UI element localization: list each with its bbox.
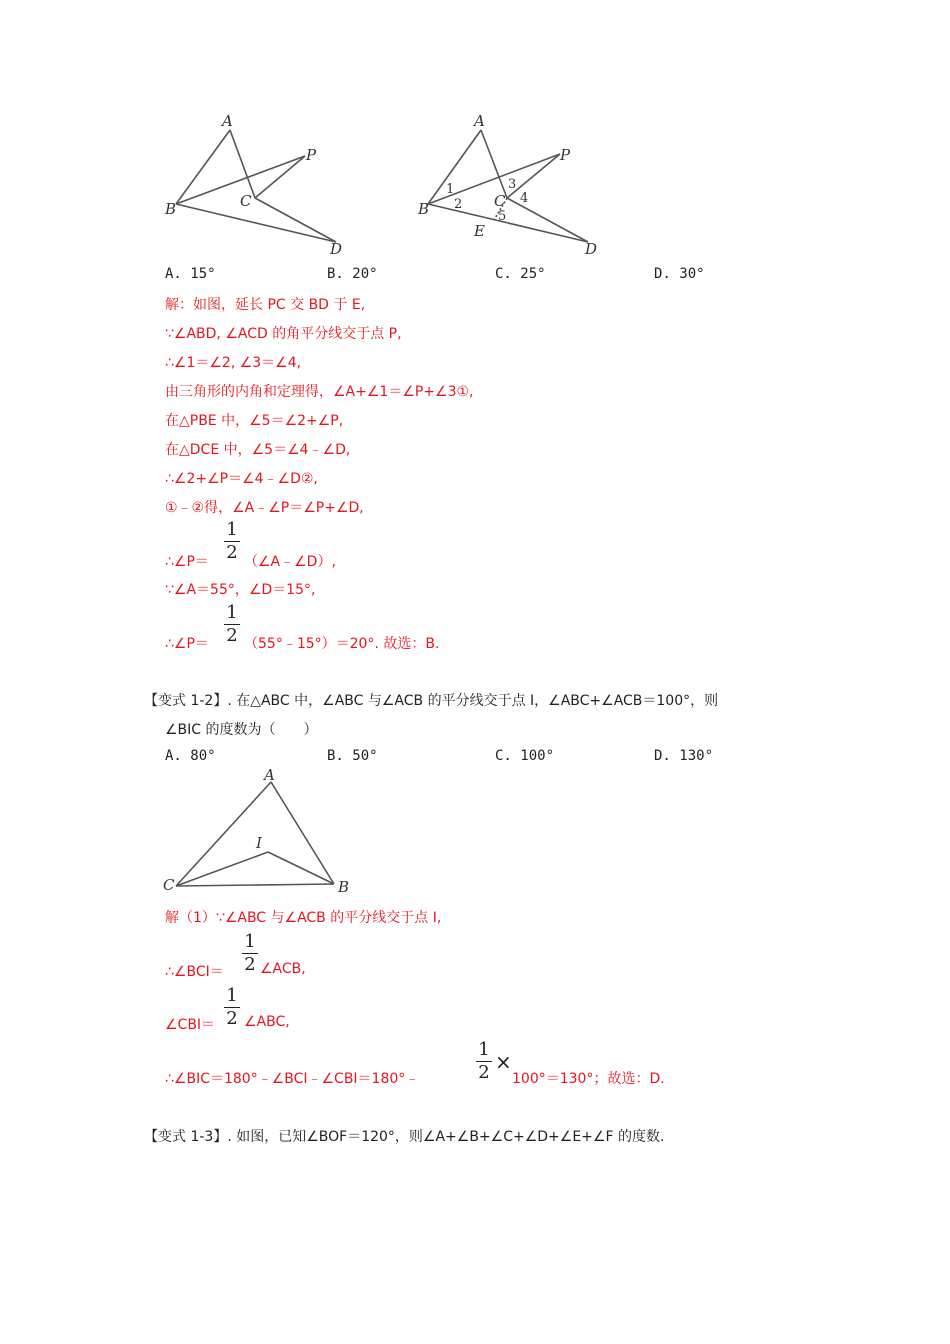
label-d: D bbox=[330, 240, 343, 258]
seg-ab bbox=[176, 130, 230, 204]
seg-cp bbox=[255, 156, 305, 198]
label-e: E bbox=[474, 222, 485, 240]
sol1-line5: 在△PBE 中，∠5＝∠2+∠P, bbox=[165, 413, 344, 429]
frac-den: 2 bbox=[478, 1062, 490, 1083]
figure-3 bbox=[158, 766, 358, 901]
label-b: B bbox=[418, 200, 430, 218]
sol2-fraction-3 bbox=[476, 1040, 492, 1083]
seg-bd bbox=[176, 204, 336, 242]
label-c: C bbox=[163, 876, 175, 894]
label-b: B bbox=[165, 200, 177, 218]
angle-1: 1 bbox=[446, 182, 455, 197]
seg-cd bbox=[255, 198, 336, 242]
seg-ab bbox=[428, 130, 481, 204]
q2-option-a[interactable]: A. 80° bbox=[165, 748, 216, 764]
q2-option-c[interactable]: C. 100° bbox=[495, 748, 555, 764]
label-p: P bbox=[560, 146, 571, 164]
figure-2 bbox=[410, 110, 610, 260]
angle-3: 3 bbox=[508, 177, 517, 192]
frac-num: 1 bbox=[226, 985, 238, 1006]
frac-den: 2 bbox=[226, 1008, 238, 1029]
sol1-line9: ∴∠P＝ bbox=[165, 554, 209, 570]
frac-den: 2 bbox=[226, 542, 238, 563]
sol1-line11b: （55°﹣15°）＝20°. 故选：B. bbox=[244, 636, 440, 652]
sol1-fraction-1 bbox=[224, 520, 240, 563]
label-a: A bbox=[264, 766, 275, 784]
q1-option-a[interactable]: A. 15° bbox=[165, 266, 216, 282]
label-a: A bbox=[222, 112, 233, 130]
q3-line: 【变式 1-3】. 如图，已知∠BOF＝120°，则∠A+∠B+∠C+∠D+∠E+∠F 的度数. bbox=[144, 1129, 665, 1145]
label-a: A bbox=[474, 112, 485, 130]
sol1-line6: 在△DCE 中，∠5＝∠4﹣∠D, bbox=[165, 442, 351, 458]
sol1-line9b: （∠A﹣∠D）, bbox=[244, 554, 336, 570]
sol1-line11: ∴∠P＝ bbox=[165, 636, 209, 652]
angle-5: 5 bbox=[498, 209, 507, 224]
q2-line1: 【变式 1-2】. 在△ABC 中，∠ABC 与∠ACB 的平分线交于点 I，∠ABC+∠ACB＝100°，则 bbox=[144, 693, 719, 709]
sol1-line7: ∴∠2+∠P＝∠4﹣∠D②, bbox=[165, 471, 318, 487]
q2-option-d[interactable]: D. 130° bbox=[654, 748, 714, 764]
label-c: C bbox=[240, 192, 252, 210]
sol2-line3b: ∠ABC, bbox=[244, 1014, 290, 1030]
sol2-fraction-1 bbox=[242, 932, 258, 975]
sol2-line4: ∴∠BIC＝180°﹣∠BCI﹣∠CBI＝180°﹣ bbox=[165, 1071, 420, 1087]
sol2-line1: 解（1）∵∠ABC 与∠ACB 的平分线交于点 I, bbox=[165, 910, 442, 926]
times-sign: × bbox=[495, 1050, 512, 1074]
sol2-line3: ∠CBI＝ bbox=[165, 1017, 216, 1033]
frac-den: 2 bbox=[244, 954, 256, 975]
seg-ac bbox=[481, 130, 507, 198]
seg-cb bbox=[176, 884, 334, 886]
seg-ci bbox=[176, 852, 268, 886]
q1-option-b[interactable]: B. 20° bbox=[327, 266, 378, 282]
sol1-line2: ∵∠ABD, ∠ACD 的角平分线交于点 P, bbox=[165, 326, 402, 342]
label-c: C bbox=[494, 192, 506, 210]
sol1-line10: ∵∠A＝55°，∠D＝15°, bbox=[165, 582, 316, 598]
q1-option-c[interactable]: C. 25° bbox=[495, 266, 546, 282]
label-d: D bbox=[585, 240, 598, 258]
sol1-line4: 由三角形的内角和定理得，∠A+∠1＝∠P+∠3①, bbox=[165, 384, 474, 400]
sol2-fraction-2 bbox=[224, 986, 240, 1029]
label-p: P bbox=[306, 146, 317, 164]
frac-num: 1 bbox=[226, 519, 238, 540]
sol2-line2b: ∠ACB, bbox=[260, 961, 306, 977]
q1-option-d[interactable]: D. 30° bbox=[654, 266, 705, 282]
frac-den: 2 bbox=[226, 625, 238, 646]
frac-num: 1 bbox=[244, 931, 256, 952]
frac-num: 1 bbox=[226, 602, 238, 623]
angle-4: 4 bbox=[520, 191, 529, 206]
label-b: B bbox=[338, 878, 350, 896]
sol1-line1: 解：如图，延长 PC 交 BD 于 E, bbox=[165, 297, 366, 313]
q2-option-b[interactable]: B. 50° bbox=[327, 748, 378, 764]
label-i: I bbox=[256, 834, 262, 852]
sol1-fraction-2 bbox=[224, 603, 240, 646]
sol2-line4b: 100°＝130°；故选：D. bbox=[512, 1071, 665, 1087]
sol2-line2: ∴∠BCI＝ bbox=[165, 964, 224, 980]
sol1-line8: ①﹣②得，∠A﹣∠P＝∠P+∠D, bbox=[165, 500, 364, 516]
seg-bd bbox=[428, 204, 588, 242]
angle-2: 2 bbox=[454, 197, 463, 212]
q2-line2: ∠BIC 的度数为（ ） bbox=[165, 722, 318, 738]
sol1-line3: ∴∠1＝∠2, ∠3＝∠4, bbox=[165, 355, 302, 371]
figure-1 bbox=[160, 110, 360, 260]
seg-ac bbox=[230, 130, 255, 198]
frac-num: 1 bbox=[478, 1039, 490, 1060]
